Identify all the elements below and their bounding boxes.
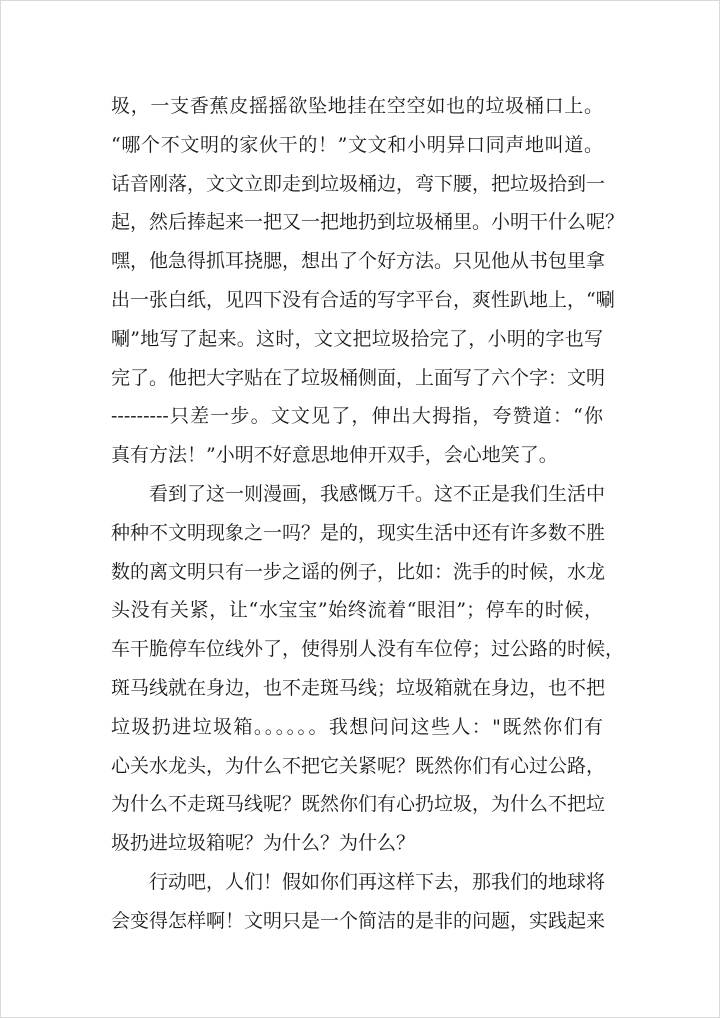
text-line: 嘿，他急得抓耳挠腮，想出了个好方法。只见他从书包里拿 [111,250,606,273]
text-line: 出一张白纸，见四下没有合适的写字平台，爽性趴地上，“唰 [111,288,615,311]
text-line: 头没有关紧，让“水宝宝”始终流着“眼泪”；停车的时候， [111,599,603,622]
text-line: 心关水龙头，为什么不把它关紧呢？既然你们有心过公路， [111,754,606,777]
text-line: 真有方法！”小明不好意思地伸开双手，会心地笑了。 [111,444,558,467]
text-line: 圾扔进垃圾箱呢？为什么？为什么？ [111,832,416,855]
text-line: 唰”地写了起来。这时，文文把垃圾拾完了，小明的字也写 [111,327,603,350]
text-line: 起，然后捧起来一把又一把地扔到垃圾桶里。小明干什么呢？ [111,211,625,234]
text-line: 数的离文明只有一步之谣的例子，比如：洗手的时候，水龙 [111,560,606,583]
text-line: 垃圾扔进垃圾箱。。。。。。我想问问这些人："既然你们有 [111,715,603,738]
text-line: 完了。他把大字贴在了垃圾桶侧面，上面写了六个字：文明 [111,366,606,389]
text-line: 种种不文明现象之一吗？是的，现实生活中还有许多数不胜 [111,521,606,544]
body-text [111,87,625,941]
text-line: 行动吧，人们！假如你们再这样下去，那我们的地球将 [111,870,606,893]
text-line: ---------只差一步。文文见了，伸出大拇指，夸赞道：“你 [111,405,603,428]
text-line: 会变得怎样啊！文明只是一个简洁的是非的问题，实践起来 [111,909,606,932]
text-line: “哪个不文明的家伙干的！”文文和小明异口同声地叫道。 [111,133,603,156]
text-line: 斑马线就在身边，也不走斑马线；垃圾箱就在身边，也不把 [111,676,606,699]
text-line: 圾，一支香蕉皮摇摇欲坠地挂在空空如也的垃圾桶口上。 [111,95,603,117]
text-line: 车干脆停车位线外了，使得别人没有车位停；过公路的时候， [111,638,625,661]
text-line: 看到了这一则漫画，我感慨万千。这不正是我们生活中 [111,482,606,505]
text-line: 话音刚落，文文立即走到垃圾桶边，弯下腰，把垃圾拾到一 [111,172,606,195]
text-line: 为什么不走斑马线呢？既然你们有心扔垃圾，为什么不把垃 [111,793,606,816]
